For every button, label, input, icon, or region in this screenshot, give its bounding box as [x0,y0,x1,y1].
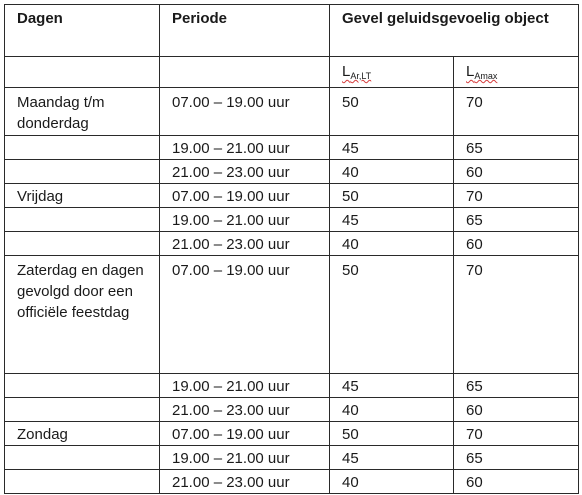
lamax-main: L [466,63,475,80]
header-days: Dagen [5,5,160,57]
lamax-cell: 70 [454,422,579,446]
header-facade: Gevel geluidsgevoelig object [330,5,579,57]
period-cell: 19.00 – 21.00 uur [160,208,330,232]
lar-cell: 50 [330,256,454,374]
table-row [5,232,579,256]
lamax-cell: 70 [454,88,579,136]
lar-cell: 40 [330,160,454,184]
table-row [5,160,579,184]
table-row [5,256,579,374]
lamax-cell: 60 [454,398,579,422]
table-row [5,398,579,422]
lamax-cell: 60 [454,470,579,494]
day-cell: Zondag [5,422,160,446]
period-cell: 21.00 – 23.00 uur [160,232,330,256]
period-cell: 19.00 – 21.00 uur [160,446,330,470]
table-row [5,446,579,470]
period-cell: 19.00 – 21.00 uur [160,136,330,160]
day-cell: Maandag t/m donderdag [5,88,160,136]
lamax-cell: 65 [454,208,579,232]
day-cell [5,136,160,160]
lar-cell: 45 [330,136,454,160]
lamax-cell: 60 [454,232,579,256]
subheader-empty-2 [160,57,330,88]
subheader-row [5,57,579,88]
day-cell [5,374,160,398]
lamax-subscript: Amax [474,71,498,81]
subheader-lamax [454,57,579,88]
lar-main: L [342,63,351,80]
period-cell: 21.00 – 23.00 uur [160,160,330,184]
table-row [5,422,579,446]
lar-cell: 45 [330,208,454,232]
table-row [5,374,579,398]
day-cell [5,446,160,470]
table-row [5,88,579,136]
day-cell [5,398,160,422]
table-row [5,208,579,232]
period-cell: 07.00 – 19.00 uur [160,88,330,136]
day-cell: Vrijdag [5,184,160,208]
period-cell: 07.00 – 19.00 uur [160,422,330,446]
lar-cell: 50 [330,184,454,208]
noise-limits-table [4,4,579,494]
period-cell: 19.00 – 21.00 uur [160,374,330,398]
lar-cell: 45 [330,374,454,398]
table-row [5,470,579,494]
period-cell: 21.00 – 23.00 uur [160,470,330,494]
lar-cell: 40 [330,232,454,256]
lar-cell: 50 [330,88,454,136]
lamax-cell: 65 [454,446,579,470]
lar-subscript: Ar,LT [350,71,372,81]
table-row [5,184,579,208]
lar-cell: 40 [330,398,454,422]
day-cell: Zaterdag en dagen gevolgd door een officiële feestdag [5,256,160,374]
lamax-cell: 70 [454,256,579,374]
lamax-cell: 60 [454,160,579,184]
day-cell [5,232,160,256]
lar-cell: 50 [330,422,454,446]
lar-cell: 40 [330,470,454,494]
header-period: Periode [160,5,330,57]
period-cell: 07.00 – 19.00 uur [160,256,330,374]
lamax-cell: 70 [454,184,579,208]
period-cell: 21.00 – 23.00 uur [160,398,330,422]
day-cell [5,470,160,494]
header-row [5,5,579,57]
lar-cell: 45 [330,446,454,470]
day-cell [5,208,160,232]
lamax-cell: 65 [454,136,579,160]
period-cell: 07.00 – 19.00 uur [160,184,330,208]
day-cell [5,160,160,184]
subheader-lar [330,57,454,88]
lamax-cell: 65 [454,374,579,398]
subheader-empty-1 [5,57,160,88]
table-row [5,136,579,160]
